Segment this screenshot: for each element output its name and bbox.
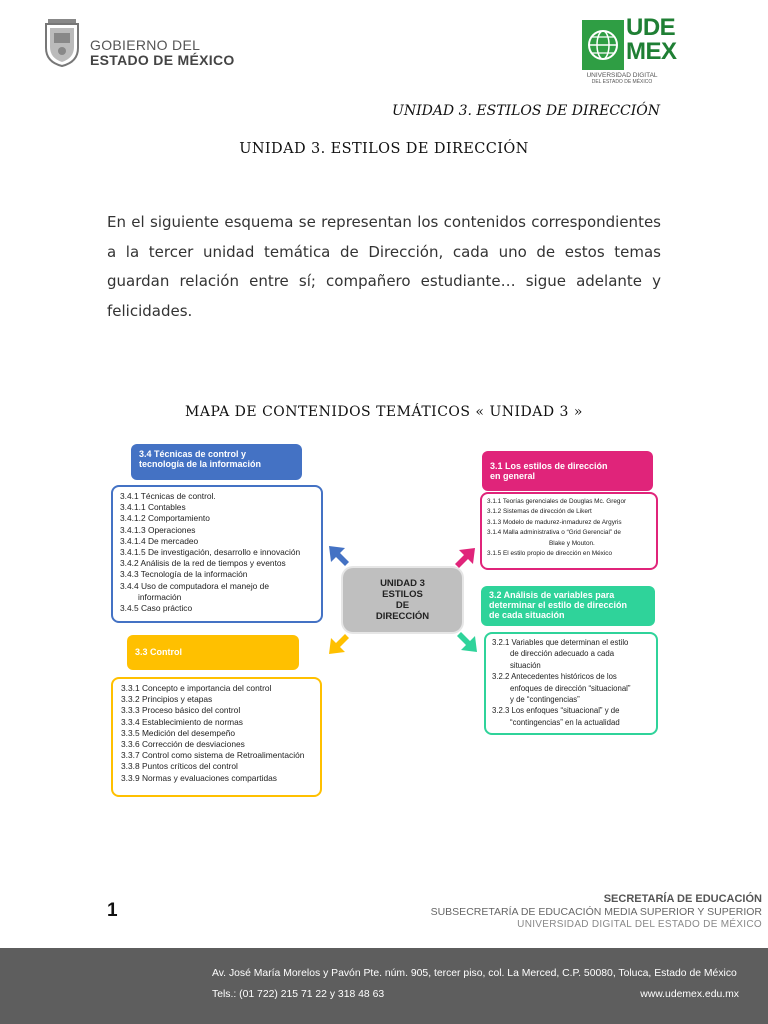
section-3-2-header-line3: de cada situación: [489, 610, 565, 620]
section-3-3-list: [111, 677, 322, 797]
center-line2: ESTILOS: [382, 589, 423, 600]
footer-phones: Tels.: (01 722) 215 71 22 y 318 48 63: [212, 989, 385, 1000]
section-3-4-header: [131, 444, 302, 480]
list-item: enfoques de dirección “situacional”: [510, 683, 631, 693]
map-title: MAPA DE CONTENIDOS TEMÁTICOS « UNIDAD 3 »: [185, 404, 583, 420]
arrow-down-left-icon: [327, 632, 351, 656]
list-item: 3.3.8 Puntos críticos del control: [121, 761, 238, 772]
center-line4: DIRECCIÓN: [375, 611, 430, 622]
list-item: 3.4.1.1 Contables: [120, 502, 186, 513]
section-3-2-header-line2: determinar el estilo de dirección: [489, 600, 628, 610]
section-3-4-header-line2: tecnología de la información: [139, 459, 262, 469]
center-line3: DE: [395, 600, 410, 611]
list-item: 3.2.1 Variables que determinan el estilo: [492, 638, 629, 647]
list-item: 3.4.2 Análisis de la red de tiempos y eventos: [120, 558, 286, 569]
list-item: Blake y Mouton.: [549, 539, 595, 547]
list-item: y de “contingencias”: [510, 695, 580, 705]
udemex-globe-logo-icon: [582, 20, 624, 70]
list-item: información: [138, 591, 182, 602]
arrow-up-left-icon: [327, 544, 351, 568]
list-item: 3.1.5 El estilo propio de dirección en México: [487, 550, 613, 558]
section-3-3-header-line1: 3.3 Control: [135, 647, 183, 657]
footer-website-link[interactable]: www.udemex.edu.mx: [640, 989, 739, 1000]
udemex-subtitle: [582, 72, 662, 86]
list-item: 3.3.6 Corrección de desviaciones: [121, 739, 245, 750]
gob-line2: ESTADO DE MÉXICO: [90, 52, 235, 68]
gobierno-text: [90, 38, 235, 68]
list-item: 3.4.1.3 Operaciones: [120, 524, 196, 535]
list-item: 3.3.5 Medición del desempeño: [121, 727, 236, 738]
list-item: “contingencias” en la actualidad: [510, 717, 620, 727]
list-item: 3.1.4 Malla administrativa o “Grid Gerencial” de: [487, 529, 621, 537]
section-3-4-list: [111, 485, 323, 623]
list-item: 3.3.9 Normas y evaluaciones compartidas: [121, 772, 277, 783]
footer-bar: [0, 948, 768, 1024]
gob-line1: GOBIERNO DEL: [90, 37, 201, 53]
section-3-3-header: [127, 635, 299, 670]
list-item: de dirección adecuado a cada: [510, 649, 615, 659]
arrow-up-right-icon: [453, 546, 477, 570]
list-item: 3.3.4 Establecimiento de normas: [121, 716, 243, 727]
arrow-down-right-icon: [455, 630, 479, 654]
list-item: 3.2.2 Antecedentes históricos de los: [492, 672, 617, 682]
list-item: 3.3.2 Principios y etapas: [121, 694, 213, 705]
list-item: 3.3.1 Concepto e importancia del control: [121, 683, 272, 693]
intro-paragraph: En el siguiente esquema se representan los contenidos correspondientes a la tercer unidad temática de Dirección, cada uno de estos temas guardan relación entre sí; compañero estudiante… sigue adelante y felicidades.: [107, 213, 661, 320]
secretaria-label: SECRETARÍA DE EDUCACIÓN: [603, 893, 762, 905]
list-item: 3.3.3 Proceso básico del control: [121, 705, 241, 716]
ude-line2: MEX: [626, 38, 677, 65]
udemex-wordmark: [626, 16, 677, 64]
list-item: situación: [510, 660, 541, 670]
page-title: UNIDAD 3. ESTILOS DE DIRECCIÓN: [239, 141, 529, 157]
list-item: 3.1.3 Modelo de madurez-inmadurez de Argyris: [487, 518, 622, 526]
section-3-2-header-line1: 3.2 Análisis de variables para: [489, 590, 615, 600]
center-line1: UNIDAD 3: [380, 578, 425, 589]
ude-sub2: DEL ESTADO DE MÉXICO: [591, 79, 653, 85]
center-unit-node: [343, 568, 462, 632]
footer-address: Av. José María Morelos y Pavón Pte. núm. 905, tercer piso, col. La Merced, C.P. 50080, Toluca, Estado de México: [212, 968, 737, 979]
list-item: 3.4.5 Caso práctico: [120, 603, 193, 614]
section-3-1-header: [482, 451, 653, 491]
list-item: 3.4.1.5 De investigación, desarrollo e innovación: [120, 547, 301, 558]
ude-line1: UDE: [626, 14, 676, 41]
section-3-1-header-line2: en general: [490, 471, 536, 481]
list-item: 3.1.2 Sistemas de dirección de Likert: [487, 508, 592, 516]
section-3-1-header-line1: 3.1 Los estilos de dirección: [490, 461, 608, 471]
page-number: 1: [107, 900, 118, 921]
ude-sub1: UNIVERSIDAD DIGITAL: [586, 72, 658, 79]
estado-de-mexico-coat-of-arms-icon: [42, 18, 82, 68]
section-3-4-header-line1: 3.4 Técnicas de control y: [139, 449, 247, 459]
subsecretaria-label: SUBSECRETARÍA DE EDUCACIÓN MEDIA SUPERIOR Y SUPERIOR: [430, 906, 762, 918]
list-item: 3.4.1.2 Comportamiento: [120, 513, 210, 524]
list-item: 3.4.3 Tecnología de la información: [120, 569, 248, 580]
section-3-2-header: [481, 586, 655, 626]
list-item: 3.2.3 Los enfoques “situacional” y de: [492, 706, 620, 716]
section-3-2-list: [484, 632, 658, 735]
list-item: 3.4.1.4 De mercadeo: [120, 535, 199, 546]
universidad-label: UNIVERSIDAD DIGITAL DEL ESTADO DE MÉXICO: [517, 919, 762, 930]
list-item: 3.1.1 Teorías gerenciales de Douglas Mc. Gregor: [487, 498, 627, 505]
header-unit-title: UNIDAD 3. ESTILOS DE DIRECCIÓN: [392, 103, 660, 119]
list-item: 3.4.4 Uso de computadora el manejo de: [120, 580, 269, 591]
section-3-1-list: [480, 492, 658, 570]
list-item: 3.3.7 Control como sistema de Retroalimentación: [121, 750, 305, 761]
list-item: 3.4.1 Técnicas de control.: [120, 491, 216, 501]
